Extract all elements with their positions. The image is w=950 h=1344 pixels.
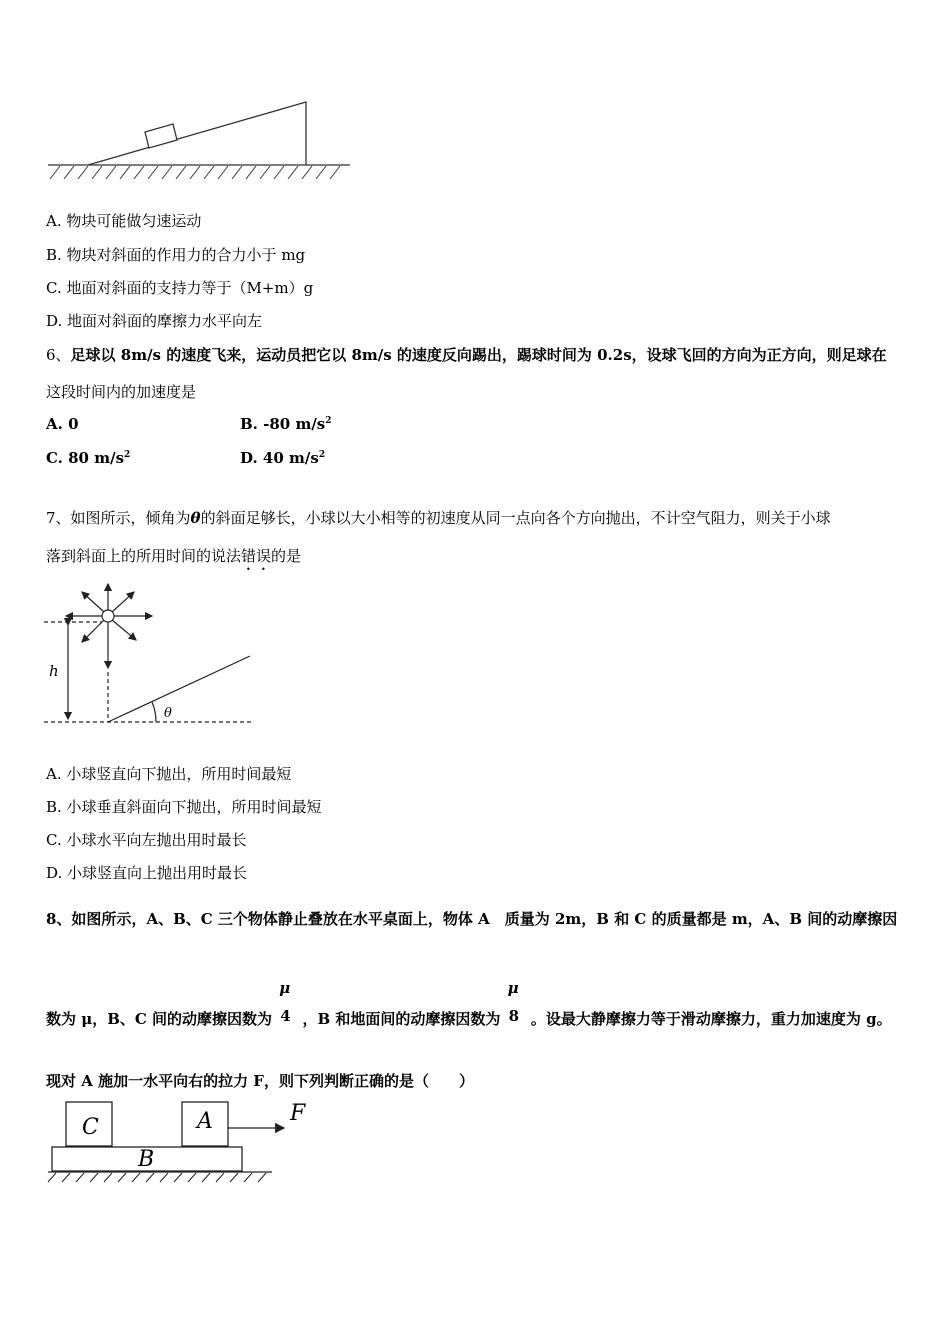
q7-stem-c: 落到斜面上的所用时间的说法 [46, 547, 242, 565]
q8-stem-line1: 8、如图所示，A、B、C 三个物体静止叠放在水平桌面上，物体 A 质量为 2m，B 和 C 的质量都是 m，A、B 间的动摩擦因 [46, 910, 898, 928]
q6-option-a: A. 0 [46, 415, 79, 433]
q6-number: 6、 [46, 346, 71, 364]
q5-option-d: D. 地面对斜面的摩擦力水平向左 [46, 312, 263, 330]
q6-option-c-sup: 2 [124, 450, 131, 460]
q6-stem-line1 [46, 344, 887, 365]
q6-stem-line2: 这段时间内的加速度是 [46, 383, 197, 401]
q6-option-c [46, 449, 130, 467]
q6-option-d [240, 449, 325, 467]
q7-option-a: A. 小球竖直向下抛出，所用时间最短 [46, 765, 292, 783]
q7-stem-a: 7、如图所示，倾角为 [46, 509, 191, 527]
q7-option-c: C. 小球水平向左抛出用时最长 [46, 831, 247, 849]
diagram-label-h: h [49, 662, 59, 680]
fraction-mu-over-8 [506, 979, 526, 1025]
frac2-den: 8 [508, 1007, 520, 1025]
q5-option-b: B. 物块对斜面的作用力的合力小于 mg [46, 246, 306, 264]
block-label-c: C [82, 1115, 99, 1140]
q7-option-d: D. 小球竖直向上抛出用时最长 [46, 864, 248, 882]
fraction-mu-over-4 [277, 979, 297, 1025]
frac2-num: μ [507, 979, 519, 997]
q6-option-d-text: D. 40 m/s [240, 449, 319, 467]
q5-option-c: C. 地面对斜面的支持力等于（M+m）g [46, 279, 314, 297]
q6-option-d-sup: 2 [318, 450, 326, 460]
stacked-blocks-diagram [40, 1096, 320, 1188]
q8-stem-b: ，B 和地面间的动摩擦因数为 [302, 1010, 501, 1028]
q7-option-b: B. 小球垂直斜面向下抛出，所用时间最短 [46, 798, 322, 816]
q7-emphasis: 错误 [241, 547, 272, 565]
projectile-slope-diagram [40, 580, 260, 740]
q8-stem-line2 [46, 979, 892, 1029]
block-label-b: B [138, 1147, 155, 1172]
q8-stem-c: 。设最大静摩擦力等于滑动摩擦力，重力加速度为 g。 [530, 1010, 892, 1028]
q7-stem-line2 [46, 545, 301, 574]
q7-stem-d: 的是 [271, 547, 302, 565]
frac1-den: 4 [280, 1007, 291, 1025]
diagram-label-theta: θ [164, 706, 172, 721]
q6-option-b [240, 415, 332, 433]
incline-block-diagram [44, 98, 354, 184]
frac1-num: μ [279, 979, 291, 997]
force-label-f: F [290, 1101, 306, 1126]
q5-option-a: A. 物块可能做匀速运动 [46, 212, 202, 230]
q6-stem-text: 足球以 8m/s 的速度飞来，运动员把它以 8m/s 的速度反向踢出，踢球时间为 0.2s，设球飞回的方向为正方向，则足球在 [70, 346, 887, 364]
q6-option-b-sup: 2 [325, 416, 332, 426]
q8-stem-a: 数为 μ，B、C 间的动摩擦因数为 [46, 1010, 273, 1028]
q7-stem-line1 [46, 507, 831, 528]
q7-stem-b: 的斜面足够长，小球以大小相等的初速度从同一点向各个方向抛出，不计空气阻力，则关于小球 [200, 509, 831, 527]
q6-option-b-text: B. -80 m/s [240, 415, 326, 433]
q6-option-c-text: C. 80 m/s [46, 449, 125, 467]
q7-theta: θ [190, 509, 201, 527]
block-label-a: A [197, 1109, 213, 1134]
q8-stem-line3: 现对 A 施加一水平向右的拉力 F，则下列判断正确的是（ ） [46, 1072, 474, 1090]
